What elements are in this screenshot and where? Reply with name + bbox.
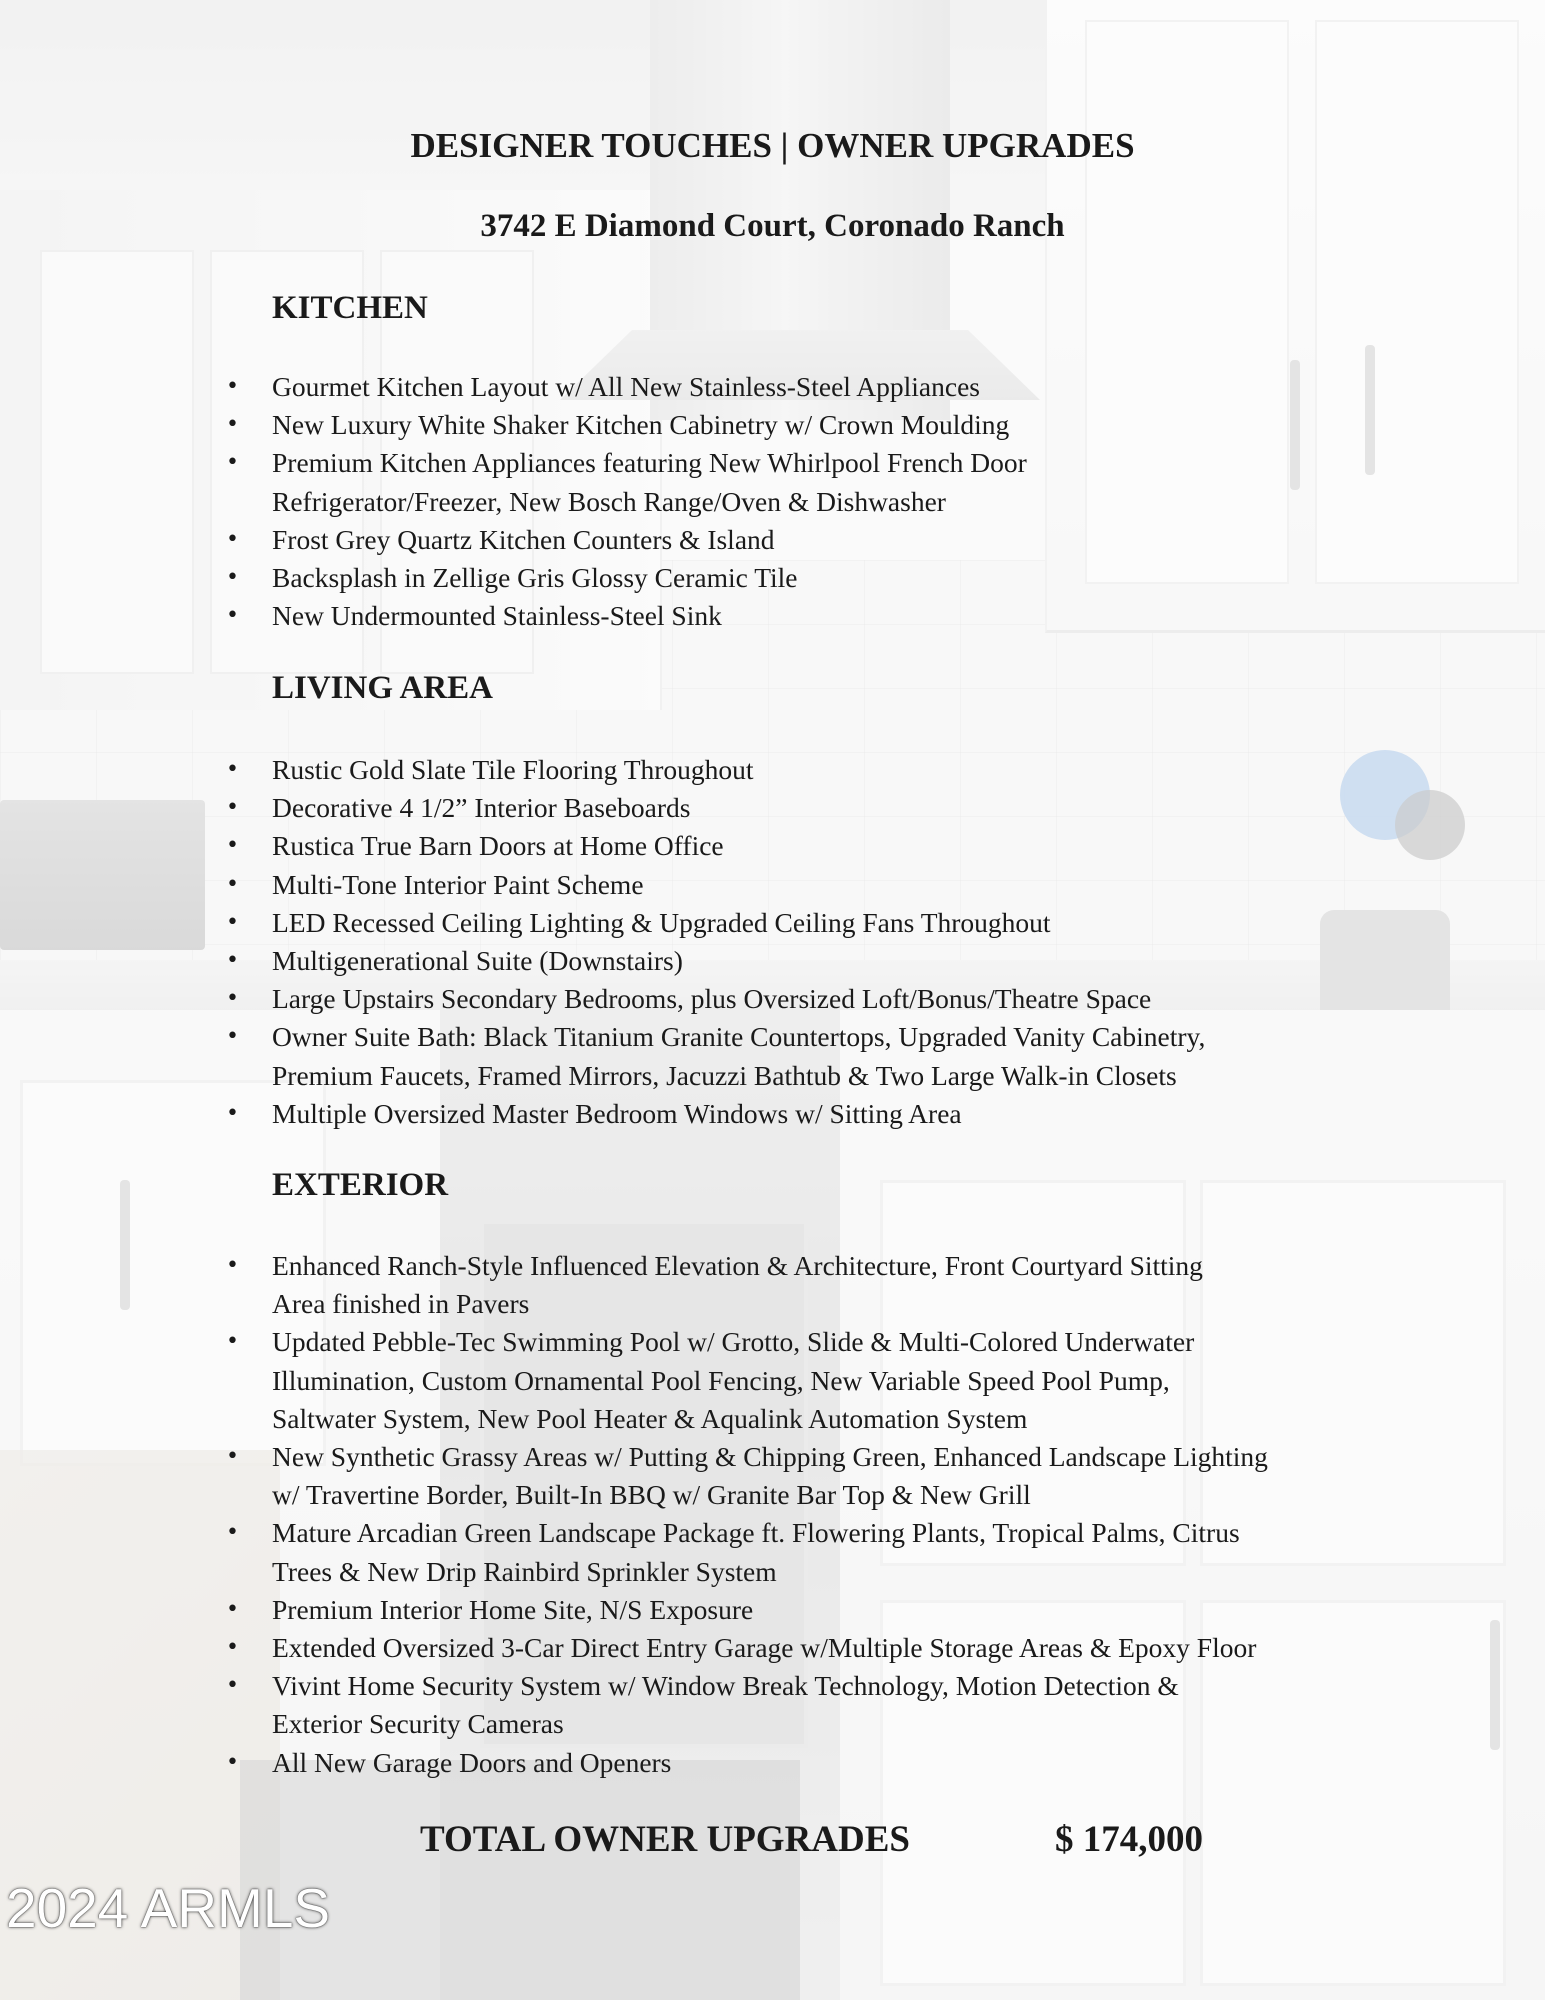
list-item-line: • Rustica True Barn Doors at Home Office	[272, 830, 724, 862]
total-upgrades-label: TOTAL OWNER UPGRADES	[420, 1819, 910, 1860]
section-heading-exterior: EXTERIOR	[272, 1167, 449, 1203]
list-item	[272, 1247, 1392, 1323]
copyright-watermark: 2024 ARMLS	[6, 1877, 331, 1939]
list-item	[272, 1667, 1392, 1743]
list-item-line: • Backsplash in Zellige Gris Glossy Ceramic Tile	[272, 562, 798, 594]
list-item	[272, 751, 1392, 789]
list-item-line: Illumination, Custom Ornamental Pool Fencing, New Variable Speed Pool Pump,	[272, 1364, 1170, 1396]
list-item-line: • Multiple Oversized Master Bedroom Windows w/ Sitting Area	[272, 1097, 962, 1129]
list-item	[272, 559, 1392, 597]
list-item-line: Premium Faucets, Framed Mirrors, Jacuzzi Bathtub & Two Large Walk-in Closets	[272, 1059, 1177, 1091]
list-item-line: • Decorative 4 1/2” Interior Baseboards	[272, 792, 691, 824]
list-item-line: • LED Recessed Ceiling Lighting & Upgraded Ceiling Fans Throughout	[272, 906, 1051, 938]
list-item-line: w/ Travertine Border, Built-In BBQ w/ Granite Bar Top & New Grill	[272, 1479, 1031, 1511]
list-item-line: • New Undermounted Stainless-Steel Sink	[272, 600, 722, 632]
section-heading-living-area: LIVING AREA	[272, 670, 493, 706]
list-item-line: • All New Garage Doors and Openers	[272, 1746, 672, 1778]
list-item	[272, 1514, 1392, 1590]
list-item	[272, 980, 1392, 1018]
list-item-line: • Updated Pebble-Tec Swimming Pool w/ Grotto, Slide & Multi-Colored Underwater	[272, 1326, 1195, 1358]
list-item-line: • Owner Suite Bath: Black Titanium Granite Countertops, Upgraded Vanity Cabinetry,	[272, 1021, 1206, 1053]
list-item	[272, 1438, 1392, 1514]
kitchen-list	[272, 368, 1392, 635]
list-item-line: • Frost Grey Quartz Kitchen Counters & Island	[272, 523, 775, 555]
list-item	[272, 1095, 1392, 1133]
list-item	[272, 406, 1392, 444]
list-item-line: • Vivint Home Security System w/ Window Break Technology, Motion Detection &	[272, 1670, 1179, 1702]
total-upgrades-value: $ 174,000	[1055, 1819, 1203, 1860]
list-item-line: • Extended Oversized 3-Car Direct Entry Garage w/Multiple Storage Areas & Epoxy Floor	[272, 1632, 1257, 1664]
list-item	[272, 1629, 1392, 1667]
list-item-line: • Multi-Tone Interior Paint Scheme	[272, 868, 644, 900]
list-item	[272, 827, 1392, 865]
list-item-line: Exterior Security Cameras	[272, 1708, 564, 1740]
list-item	[272, 789, 1392, 827]
list-item	[272, 1591, 1392, 1629]
list-item	[272, 942, 1392, 980]
list-item-line: • Mature Arcadian Green Landscape Package ft. Flowering Plants, Tropical Palms, Citrus	[272, 1517, 1240, 1549]
list-item-line: • Enhanced Ranch-Style Influenced Elevation & Architecture, Front Courtyard Sitting	[272, 1250, 1203, 1281]
list-item	[272, 597, 1392, 635]
exterior-list	[272, 1247, 1392, 1782]
list-item	[272, 866, 1392, 904]
list-item	[272, 1323, 1392, 1438]
list-item-line: • Large Upstairs Secondary Bedrooms, plus Oversized Loft/Bonus/Theatre Space	[272, 983, 1152, 1015]
list-item-line: • Gourmet Kitchen Layout w/ All New Stainless-Steel Appliances	[272, 371, 980, 402]
list-item	[272, 521, 1392, 559]
list-item-line: • Premium Kitchen Appliances featuring New Whirlpool French Door	[272, 447, 1027, 479]
list-item-line: Saltwater System, New Pool Heater & Aqualink Automation System	[272, 1402, 1028, 1434]
list-item-line: • Multigenerational Suite (Downstairs)	[272, 945, 683, 977]
list-item-line: • Premium Interior Home Site, N/S Exposure	[272, 1593, 754, 1625]
list-item	[272, 1018, 1392, 1094]
list-item	[272, 1744, 1392, 1782]
list-item-line: • Rustic Gold Slate Tile Flooring Throughout	[272, 754, 754, 785]
property-address: 3742 E Diamond Court, Coronado Ranch	[480, 208, 1065, 244]
list-item-line: Area finished in Pavers	[272, 1288, 530, 1320]
document-title: DESIGNER TOUCHES | OWNER UPGRADES	[410, 126, 1135, 165]
list-item	[272, 904, 1392, 942]
list-item	[272, 368, 1392, 406]
list-item-line: • New Synthetic Grassy Areas w/ Putting & Chipping Green, Enhanced Landscape Lighting	[272, 1441, 1268, 1473]
list-item	[272, 444, 1392, 520]
living-area-list	[272, 751, 1392, 1133]
list-item-line: • New Luxury White Shaker Kitchen Cabinetry w/ Crown Moulding	[272, 409, 1010, 441]
list-item-line: Refrigerator/Freezer, New Bosch Range/Oven & Dishwasher	[272, 485, 946, 517]
list-item-line: Trees & New Drip Rainbird Sprinkler System	[272, 1555, 777, 1587]
section-heading-kitchen: KITCHEN	[272, 290, 428, 326]
